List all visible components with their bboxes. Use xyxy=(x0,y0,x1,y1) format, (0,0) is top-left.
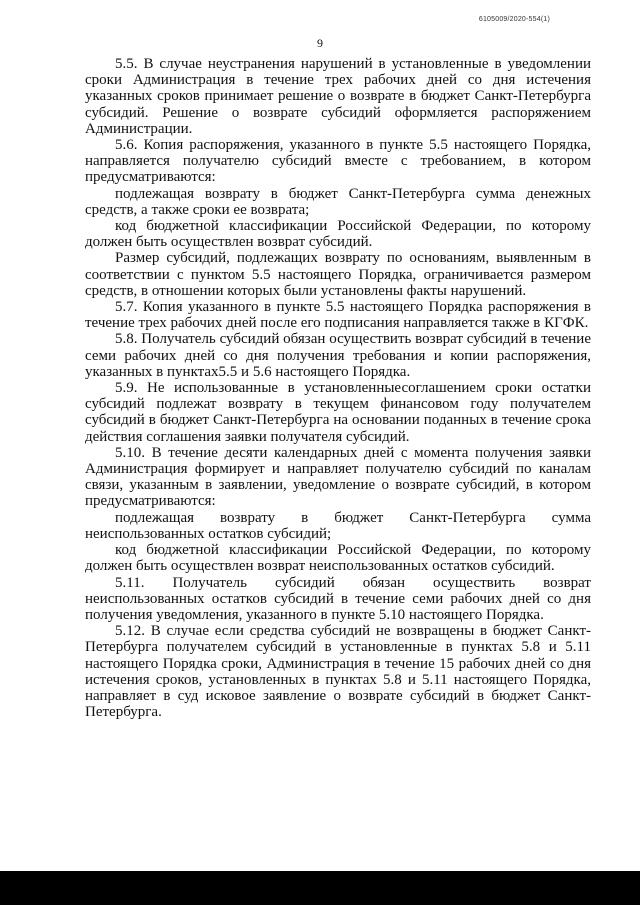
paragraph-5-8: 5.8. Получатель субсидий обязан осуществить возврат субсидий в течение семи рабочих дней со дня получения требования и копии распоряжения, указанных в пунктах5.5 и 5.6 настоящего Порядка. xyxy=(85,331,591,380)
paragraph-5-12: 5.12. В случае если средства субсидий не возвращены в бюджет Санкт-Петербурга получателем субсидий в установленные в пунктах 5.8 и 5.11 настоящего Порядка сроки, Администрация в течение 15 рабочих дней со дня истечения сроков, установленных в пунктах 5.8 и 5.11 настоящего Порядка, направляет в суд исковое заявление о возврате субсидий в бюджет Санкт-Петербурга. xyxy=(85,623,591,721)
paragraph-list-item: подлежащая возврату в бюджет Санкт-Петербурга сумма денежных средств, а также сроки ее возврата; xyxy=(85,185,591,218)
paragraph-5-10: 5.10. В течение десяти календарных дней с момента получения заявки Администрация формирует и направляет получателю субсидий по каналам связи, указанным в заявлении, уведомление о возврате субсидий, в котором предусматриваются: xyxy=(85,444,591,510)
paragraph-5-11: 5.11. Получатель субсидий обязан осуществить возврат неиспользованных остатков субсидий в течение семи рабочих дней со дня получения уведомления, указанного в пункте 5.10 настоящего Порядка. xyxy=(85,574,591,623)
paragraph-refund-size: Размер субсидий, подлежащих возврату по основаниям, выявленным в соответствии с пунктом 5.5 настоящего Порядка, ограничивается размером средств, в отношении которых были установлены факты нарушений. xyxy=(85,250,591,299)
paragraph-list-item: код бюджетной классификации Российской Федерации, по которому должен быть осуществлен возврат субсидий. xyxy=(85,218,591,251)
paragraph-5-6: 5.6. Копия распоряжения, указанного в пункте 5.5 настоящего Порядка, направляется получателю субсидий вместе с требованием, в котором предусматриваются: xyxy=(85,137,591,186)
paragraph-list-item: код бюджетной классификации Российской Федерации, по которому должен быть осуществлен возврат неиспользованных остатков субсидий. xyxy=(85,542,591,575)
document-id: 6105009/2020-554(1) xyxy=(478,16,550,23)
scan-bottom-edge xyxy=(0,871,640,905)
page-number: 9 xyxy=(317,36,323,50)
paragraph-5-5: 5.5. В случае неустранения нарушений в установленные в уведомлении сроки Администрация в течение трех рабочих дней со дня истечения указанных сроков принимает решение о возврате в бюджет Санкт-Петербурга субсидий. Решение о возврате субсидий оформляется распоряжением Администрации. xyxy=(85,56,591,137)
document-body xyxy=(85,56,591,720)
paragraph-list-item: подлежащая возврату в бюджет Санкт-Петербурга сумма неиспользованных остатков субсидий; xyxy=(85,509,591,542)
paragraph-5-9: 5.9. Не использованные в установленныесоглашением сроки остатки субсидий подлежат возврату в текущем финансовом году получателем субсидий в бюджет Санкт-Петербурга на основании поданных в течение срока действия соглашения заявки получателя субсидий. xyxy=(85,380,591,445)
paragraph-5-7: 5.7. Копия указанного в пункте 5.5 настоящего Порядка распоряжения в течение трех рабочих дней после его подписания направляется также в КГФК. xyxy=(85,299,591,332)
